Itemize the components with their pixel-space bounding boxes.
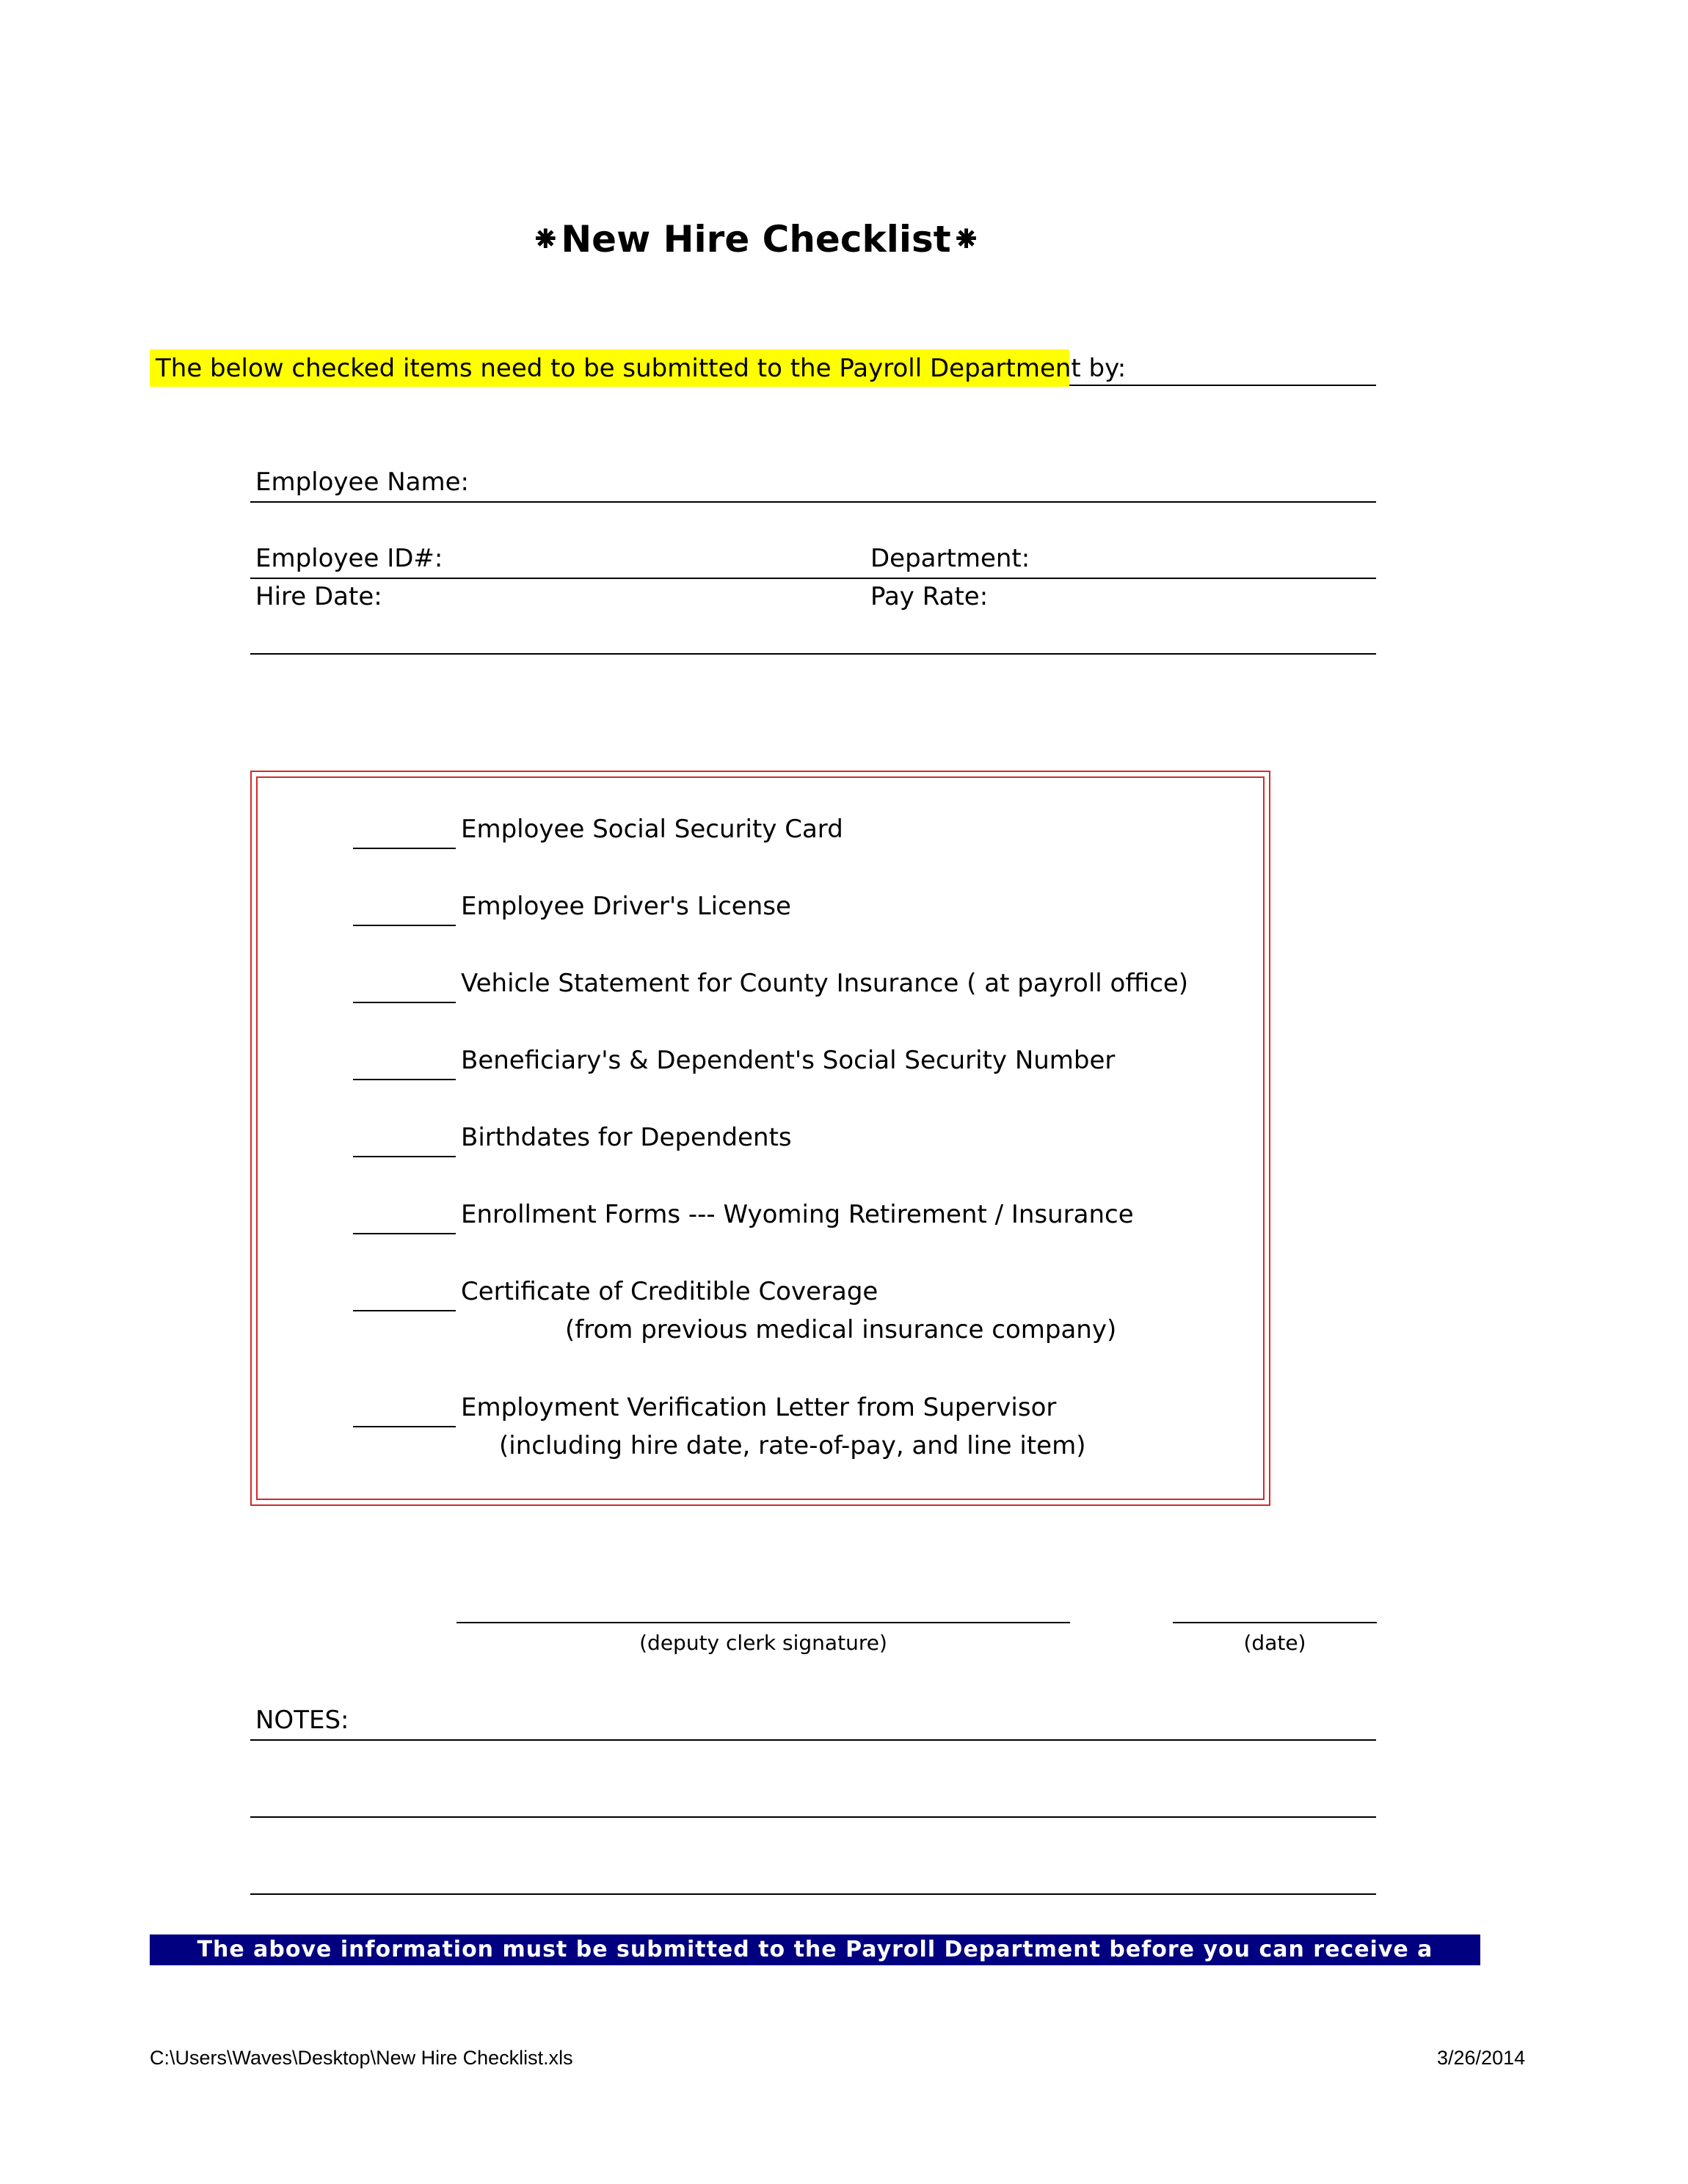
checklist-item-label: Employee Social Security Card: [461, 815, 843, 844]
employee-id-department-field[interactable]: [250, 578, 1376, 579]
checklist-item-label: Employee Driver's License: [461, 892, 791, 921]
notes-line[interactable]: [250, 1893, 1376, 1895]
notes-line[interactable]: [250, 1816, 1376, 1818]
deadline-notice: [150, 349, 1127, 387]
page-title: ⁕New Hire Checklist⁕: [530, 218, 982, 261]
checklist-checkbox[interactable]: [353, 1079, 456, 1080]
signature-caption: (deputy clerk signature): [639, 1631, 887, 1655]
submission-banner: [150, 1934, 1480, 1990]
checklist-item-label: Enrollment Forms --- Wyoming Retirement / Insurance: [461, 1200, 1134, 1229]
employee-id-label: Employee ID#:: [255, 544, 443, 573]
hire-date-pay-rate-field[interactable]: [250, 653, 1376, 655]
department-label: Department:: [870, 544, 1030, 573]
checklist-item-note: (including hire date, rate-of-pay, and line item): [499, 1431, 1086, 1460]
checklist-checkbox[interactable]: [353, 1233, 456, 1234]
deadline-date-field[interactable]: [1069, 385, 1376, 386]
checklist-checkbox[interactable]: [353, 848, 456, 849]
employee-name-label: Employee Name:: [255, 467, 469, 497]
checklist-checkbox[interactable]: [353, 1426, 456, 1427]
checklist-checkbox[interactable]: [353, 1156, 456, 1157]
notes-label: NOTES:: [255, 1706, 349, 1735]
submission-banner-text: The above information must be submitted to the Payroll Department before you can receive a payroll check.: [197, 1937, 1433, 1990]
signature-field[interactable]: [456, 1622, 1070, 1623]
checklist-item-label: Beneficiary's & Dependent's Social Security Number: [461, 1046, 1116, 1075]
pay-rate-label: Pay Rate:: [870, 582, 989, 611]
employee-name-field[interactable]: [250, 501, 1376, 503]
notes-line[interactable]: [250, 1739, 1376, 1741]
print-date: 3/26/2014: [1437, 2047, 1526, 2069]
checklist-item-label: Birthdates for Dependents: [461, 1123, 792, 1152]
deadline-notice-text: The below checked items need to be submitted to the Payroll Department by:: [156, 354, 1127, 383]
date-field[interactable]: [1173, 1622, 1377, 1623]
checklist-item-label: Vehicle Statement for County Insurance ( at payroll office): [461, 969, 1189, 998]
file-path: C:\Users\Waves\Desktop\New Hire Checklist.xls: [150, 2047, 573, 2069]
checklist-item-label: Employment Verification Letter from Supervisor: [461, 1393, 1057, 1422]
checklist-item-label: Certificate of Creditible Coverage: [461, 1277, 878, 1306]
date-caption: (date): [1243, 1631, 1306, 1655]
checklist-item-note: (from previous medical insurance company): [565, 1315, 1117, 1344]
hire-date-label: Hire Date:: [255, 582, 382, 611]
checklist-checkbox[interactable]: [353, 1002, 456, 1003]
checklist-checkbox[interactable]: [353, 1310, 456, 1311]
checklist-checkbox[interactable]: [353, 925, 456, 926]
